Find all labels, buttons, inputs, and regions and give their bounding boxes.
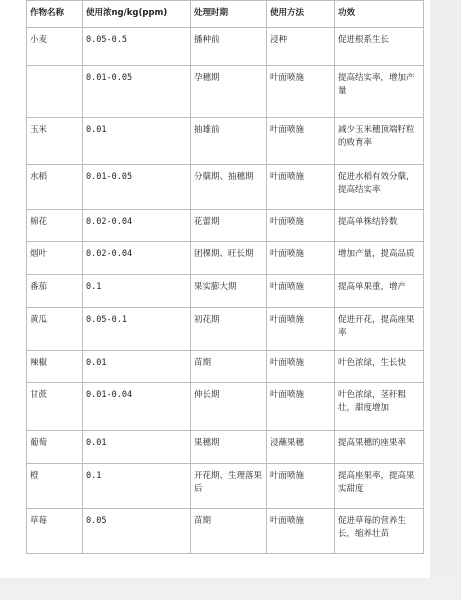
period-cell: 分蘖期、抽穗期 [191,165,267,210]
effect-cell: 促进根系生长 [335,28,424,66]
period-cell: 初花期 [191,308,267,351]
method-cell: 叶面喷施 [267,275,335,308]
period-cell: 果穗期 [191,431,267,464]
table-row [27,464,424,509]
method-cell: 浸蘸果穗 [267,431,335,464]
concentration-cell: 0.05-0.5 [83,28,191,66]
period-cell: 开花期、生理落果后 [191,464,267,509]
period-cell: 苗期 [191,509,267,554]
table-row [27,308,424,351]
effect-cell: 叶色浓绿，茎秆粗壮，甜度增加 [335,383,424,431]
crop-cell: 橙 [27,464,83,509]
page-right-margin [430,0,461,600]
header-crop-name: 作物名称 [27,1,83,28]
effect-cell: 减少玉米穗顶端籽粒的败育率 [335,118,424,165]
table-row [27,242,424,275]
header-effect: 功效 [335,1,424,28]
crop-cell: 葡萄 [27,431,83,464]
crop-cell: 烟叶 [27,242,83,275]
concentration-cell: 0.05 [83,509,191,554]
concentration-cell: 0.01-0.05 [83,66,191,118]
header-treatment-period: 处理时期 [191,1,267,28]
crop-cell: 水稻 [27,165,83,210]
table-row [27,28,424,66]
effect-cell: 提高果穗的座果率 [335,431,424,464]
header-concentration: 使用浓ng/kg(ppm) [83,1,191,28]
table-row [27,210,424,242]
crop-cell [27,66,83,118]
page-bottom-margin [0,578,461,600]
concentration-cell: 0.02-0.04 [83,242,191,275]
table-row [27,431,424,464]
plant-growth-regulator-table [26,0,424,554]
effect-cell: 促进开花，提高座果率 [335,308,424,351]
method-cell: 浸种 [267,28,335,66]
crop-cell: 玉米 [27,118,83,165]
effect-cell: 提高结实率，增加产量 [335,66,424,118]
method-cell: 叶面喷施 [267,118,335,165]
method-cell: 叶面喷施 [267,242,335,275]
concentration-cell: 0.1 [83,464,191,509]
method-cell: 叶面喷施 [267,383,335,431]
concentration-cell: 0.01 [83,351,191,383]
concentration-cell: 0.01 [83,118,191,165]
crop-cell: 甘蔗 [27,383,83,431]
period-cell: 花蕾期 [191,210,267,242]
concentration-cell: 0.1 [83,275,191,308]
crop-cell: 番茄 [27,275,83,308]
table-row [27,275,424,308]
period-cell: 伸长期 [191,383,267,431]
period-cell: 抽雄前 [191,118,267,165]
effect-cell: 促进水稻有效分蘖，提高结实率 [335,165,424,210]
header-usage-method: 使用方法 [267,1,335,28]
table-row [27,66,424,118]
crop-cell: 小麦 [27,28,83,66]
concentration-cell: 0.01 [83,431,191,464]
method-cell: 叶面喷施 [267,210,335,242]
effect-cell: 提高单株结铃数 [335,210,424,242]
effect-cell: 增加产量，提高品质 [335,242,424,275]
table-row [27,118,424,165]
concentration-cell: 0.01-0.05 [83,165,191,210]
period-cell: 团棵期、旺长期 [191,242,267,275]
table-row [27,165,424,210]
crop-cell: 棉花 [27,210,83,242]
method-cell: 叶面喷施 [267,165,335,210]
crop-cell: 草莓 [27,509,83,554]
method-cell: 叶面喷施 [267,351,335,383]
method-cell: 叶面喷施 [267,66,335,118]
effect-cell: 提高座果率，提高果实甜度 [335,464,424,509]
method-cell: 叶面喷施 [267,464,335,509]
crop-cell: 黄瓜 [27,308,83,351]
effect-cell: 提高单果重，增产 [335,275,424,308]
concentration-cell: 0.01-0.04 [83,383,191,431]
method-cell: 叶面喷施 [267,509,335,554]
period-cell: 孕穗期 [191,66,267,118]
table-row [27,383,424,431]
concentration-cell: 0.05-0.1 [83,308,191,351]
period-cell: 果实膨大期 [191,275,267,308]
effect-cell: 叶色浓绿，生长快 [335,351,424,383]
table-row [27,351,424,383]
period-cell: 播种前 [191,28,267,66]
effect-cell: 促进草莓的营养生长，缩养壮苗 [335,509,424,554]
method-cell: 叶面喷施 [267,308,335,351]
table-row [27,509,424,554]
concentration-cell: 0.02-0.04 [83,210,191,242]
table-header-row [27,1,424,28]
period-cell: 苗期 [191,351,267,383]
crop-cell: 辣椒 [27,351,83,383]
